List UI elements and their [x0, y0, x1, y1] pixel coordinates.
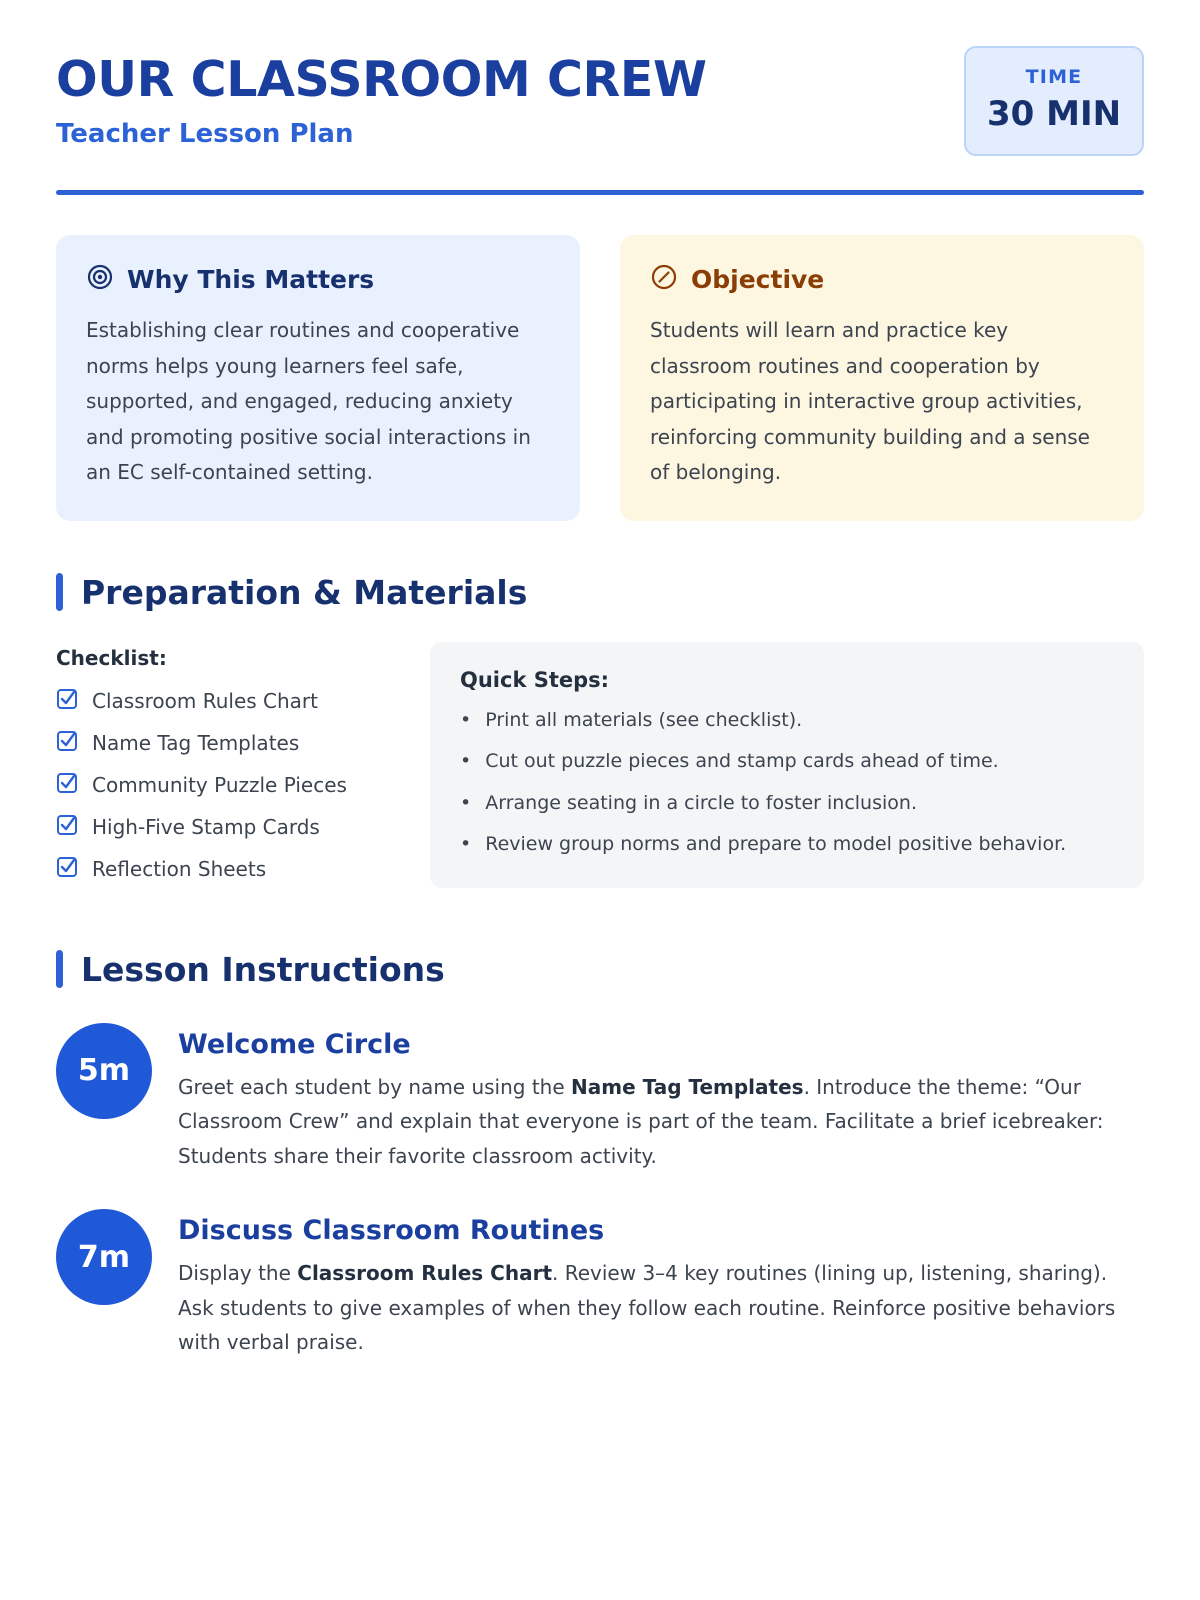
time-badge-box — [964, 46, 1144, 156]
page-subtitle: Teacher Lesson Plan — [56, 119, 354, 150]
bullet-icon: • — [460, 791, 472, 814]
checklist-item-label: Name Tag Templates — [92, 730, 300, 755]
list-item[interactable] — [56, 688, 386, 714]
page-header — [56, 46, 1144, 156]
checklist-label: Checklist: — [56, 645, 167, 670]
card-title: Objective — [691, 264, 825, 294]
header-divider — [56, 190, 1144, 195]
step-duration-badge: 5m — [56, 1023, 152, 1119]
info-cards — [56, 235, 1144, 521]
page-title: OUR CLASSROOM CREW — [56, 51, 707, 108]
step-duration-badge: 7m — [56, 1209, 152, 1305]
step-description — [178, 1070, 1144, 1173]
section-accent-bar — [56, 573, 63, 611]
checklist-item-label: Reflection Sheets — [92, 856, 267, 881]
quick-step-text: Arrange seating in a circle to foster inclusion. — [485, 791, 917, 814]
step-description — [178, 1256, 1144, 1359]
step-desc-pre: Greet each student by name using the — [178, 1074, 572, 1099]
compass-icon — [650, 263, 678, 295]
quick-step-text: Review group norms and prepare to model positive behavior. — [485, 833, 1067, 856]
quick-steps-label: Quick Steps: — [460, 667, 610, 692]
step-desc-post: . Review 3–4 key routines (lining up, listening, sharing). Ask students to give examples of when they follow each routine. Reinforce positive behaviors with verbal praise. — [178, 1261, 1116, 1354]
time-value: 30 MIN — [986, 94, 1122, 134]
why-this-matters-card — [56, 235, 580, 521]
card-body: Establishing clear routines and cooperative norms helps young learners feel safe, supported, and engaged, reducing anxiety and promoting positive social interactions in an EC self-contained setting. — [86, 318, 531, 485]
instructions-section-heading — [56, 950, 1144, 989]
lesson-steps — [56, 1023, 1144, 1359]
title-block — [56, 46, 707, 149]
objective-card — [620, 235, 1144, 521]
list-item — [460, 789, 1114, 818]
step-title: Discuss Classroom Routines — [178, 1215, 605, 1247]
checklist-item-label: Classroom Rules Chart — [92, 688, 318, 713]
checkbox-checked-icon[interactable] — [56, 814, 78, 840]
list-item — [56, 1023, 1144, 1173]
quick-steps-panel — [430, 642, 1144, 888]
time-label: TIME — [1025, 66, 1083, 88]
bullet-icon: • — [460, 833, 472, 856]
target-icon — [86, 263, 114, 295]
checklist-column — [56, 642, 386, 898]
preparation-content — [56, 642, 1144, 898]
step-title: Welcome Circle — [178, 1028, 411, 1060]
section-title: Lesson Instructions — [81, 949, 445, 989]
list-item — [460, 706, 1114, 735]
list-item[interactable] — [56, 772, 386, 798]
step-content — [178, 1023, 1144, 1173]
section-accent-bar — [56, 950, 63, 988]
step-desc-pre: Display the — [178, 1261, 298, 1286]
step-content — [178, 1209, 1144, 1359]
list-item[interactable] — [56, 730, 386, 756]
list-item — [460, 747, 1114, 776]
step-desc-highlight: Name Tag Templates — [571, 1074, 804, 1099]
card-header — [86, 263, 550, 295]
checkbox-checked-icon[interactable] — [56, 856, 78, 882]
checklist-item-label: Community Puzzle Pieces — [92, 772, 347, 797]
preparation-section-heading — [56, 573, 1144, 612]
bullet-icon: • — [460, 750, 472, 773]
card-title: Why This Matters — [127, 264, 375, 294]
quick-step-text: Cut out puzzle pieces and stamp cards ahead of time. — [485, 750, 999, 773]
card-header — [650, 263, 1114, 295]
list-item[interactable] — [56, 814, 386, 840]
section-title: Preparation & Materials — [81, 572, 528, 612]
card-body: Students will learn and practice key classroom routines and cooperation by participating in interactive group activities, reinforcing community building and a sense of belonging. — [650, 318, 1090, 485]
quick-step-text: Print all materials (see checklist). — [485, 708, 803, 731]
list-item — [56, 1209, 1144, 1359]
checkbox-checked-icon[interactable] — [56, 688, 78, 714]
list-item — [460, 830, 1114, 859]
checklist-item-label: High-Five Stamp Cards — [92, 814, 320, 839]
step-desc-post: . Introduce the theme: “Our Classroom Crew” and explain that everyone is part of the team. Facilitate a brief icebreaker: Students share their favorite classroom activity. — [178, 1074, 1104, 1168]
bullet-icon: • — [460, 708, 472, 731]
list-item[interactable] — [56, 856, 386, 882]
step-desc-highlight: Classroom Rules Chart — [297, 1261, 553, 1286]
checkbox-checked-icon[interactable] — [56, 772, 78, 798]
checkbox-checked-icon[interactable] — [56, 730, 78, 756]
